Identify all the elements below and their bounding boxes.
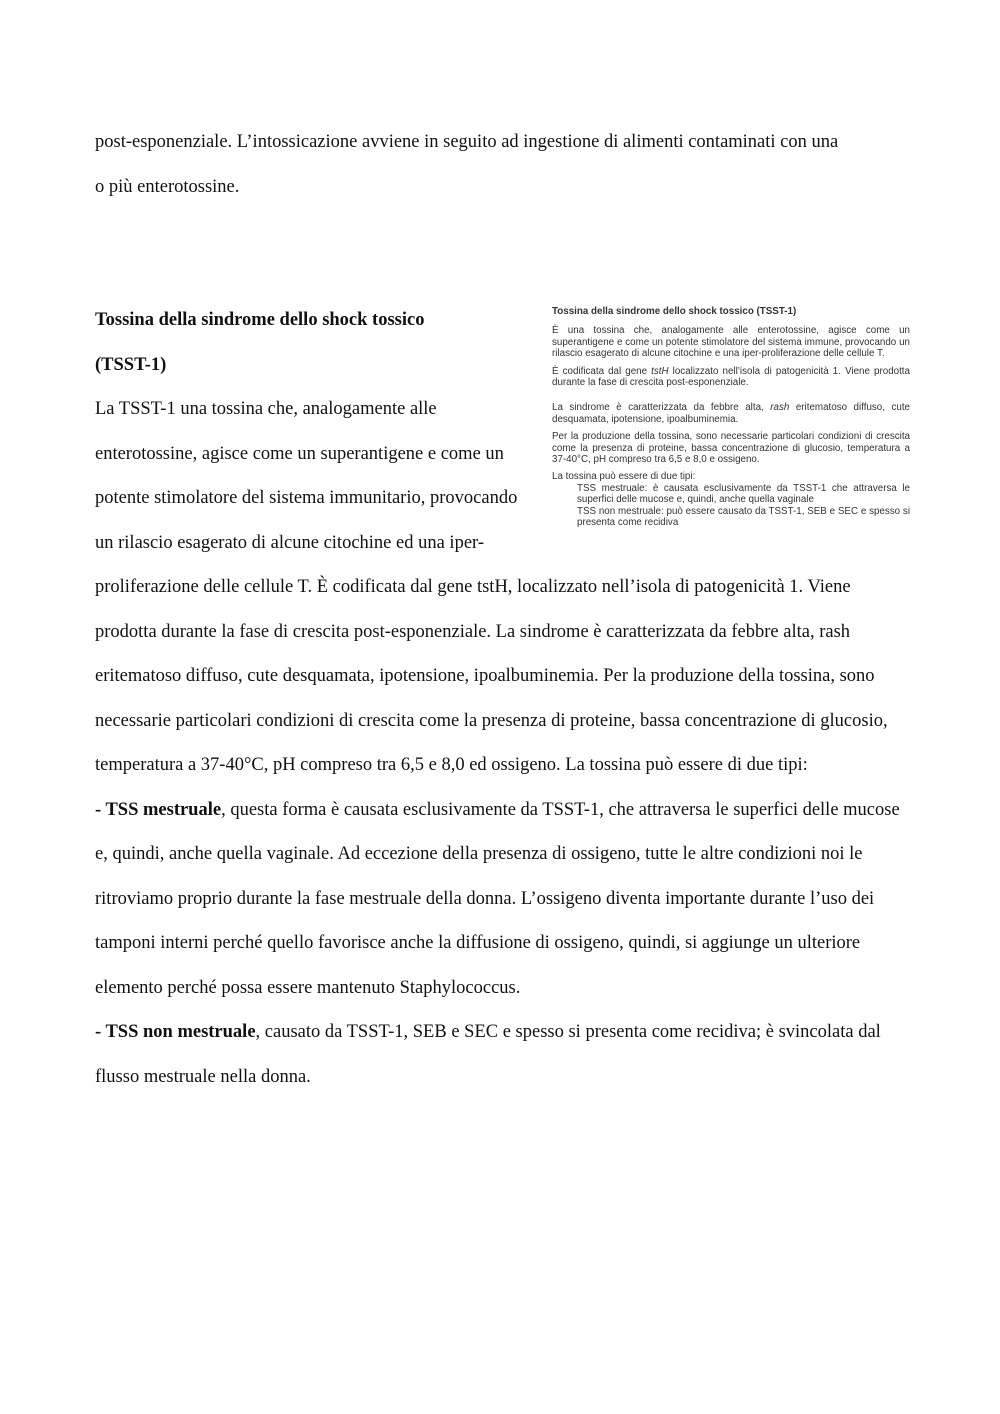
inset-paragraph-1: È una tossina che, analogamente alle enterotossine, agisce come un superantigene e come un potente stimolatore del sistema immune, provocando un rilascio esagerato di alcune citochine e una iper-proliferazione delle cellule T. xyxy=(552,325,910,360)
bullet-2-text: , causato da TSST-1, SEB e SEC e spesso si presenta come recidiva; è svincolata dal flusso mestruale nella donna. xyxy=(95,1022,881,1087)
section-heading-line-1: Tossina della sindrome dello shock tossico xyxy=(95,310,425,330)
bullet-tss-non-mestruale xyxy=(95,1010,910,1099)
intro-line-1: post-esponenziale. L’intossicazione avviene in seguito ad ingestione di alimenti contaminati con una xyxy=(95,132,839,152)
section-heading-line-2: (TSST-1) xyxy=(95,354,167,375)
inset-paragraph-3 xyxy=(552,402,910,425)
inset-title: Tossina della sindrome dello shock tossico (TSST-1) xyxy=(552,306,797,317)
spacer xyxy=(95,209,910,298)
bullet-1-text: , questa forma è causata esclusivamente da TSST-1, che attraversa le superfici delle mucose e, quindi, anche quella vaginale. Ad eccezione della presenza di ossigeno, tutte le altre condizioni noi le ritroviamo proprio durante la fase mestruale della donna. L’ossigeno diventa importante durante l’uso dei tamponi interni perché quello favorisce anche la diffusione di ossigeno, quindi, si aggiunge un ulteriore elemento perché possa essere mantenuto Staphylococcus. xyxy=(95,799,900,998)
inset-slide-image xyxy=(552,306,910,535)
inset-paragraph-6: TSS mestruale: è causata esclusivamente da TSST-1 che attraversa le superfici delle mucose e, quindi, anche quella vaginale xyxy=(577,482,910,506)
bullet-tss-mestruale xyxy=(95,788,910,1011)
inset-gene-name: tstH xyxy=(651,365,669,377)
bullet-2-label: - TSS non mestruale xyxy=(95,1022,256,1042)
tsst-section xyxy=(95,298,910,1099)
document-page xyxy=(95,120,910,1099)
inset-rash-word: rash xyxy=(770,402,790,414)
inset-paragraph-2 xyxy=(552,366,910,389)
inset-paragraph-4: Per la produzione della tossina, sono necessarie particolari condizioni di crescita come la presenza di proteine, bassa concentrazione di glucosio, temperatura a 37-40°C, pH compreso tra 6,5 e 8,0 e ossigeno. xyxy=(552,431,910,466)
inset-paragraph-5: La tossina può essere di due tipi: xyxy=(552,471,696,483)
section-paragraph: La TSST-1 una tossina che, analogamente alle enterotossine, agisce come un superantigene e come un potente stimolatore del sistema immunitario, provocando un rilascio esagerato di alcune citochine ed una iper-proliferazione delle cellule T. È codificata dal gene tstH, localizzato nell’isola di patogenicità 1. Viene prodotta durante la fase di crescita post-esponenziale. La sindrome è caratterizzata da febbre alta, rash eritematoso diffuso, cute desquamata, ipotensione, ipoalbuminemia. Per la produzione della tossina, sono necessarie particolari condizioni di crescita come la presenza di proteine, bassa concentrazione di glucosio, temperatura a 37-40°C, pH compreso tra 6,5 e 8,0 ed ossigeno. La tossina può essere di due tipi: xyxy=(95,399,888,775)
intro-line-2: o più enterotossine. xyxy=(95,176,240,197)
inset-p3-text: La sindrome è caratterizzata da febbre alta, xyxy=(552,402,771,414)
inset-spacer xyxy=(552,394,910,402)
inset-p3-text-end: eritematoso diffuso, cute desquamata, ipotensione, ipoalbuminemia. xyxy=(552,402,910,425)
inset-p2-text: È codificata dal gene xyxy=(552,365,652,377)
bullet-1-label: - TSS mestruale xyxy=(95,799,222,820)
inset-p2-text-end: localizzato nell’isola di patogenicità 1. Viene prodotta durante la fase di crescita post-esponenziale. xyxy=(552,365,910,389)
inset-paragraph-7: TSS non mestruale: può essere causato da TSST-1, SEB e SEC e spesso si presenta come recidiva xyxy=(577,505,910,529)
